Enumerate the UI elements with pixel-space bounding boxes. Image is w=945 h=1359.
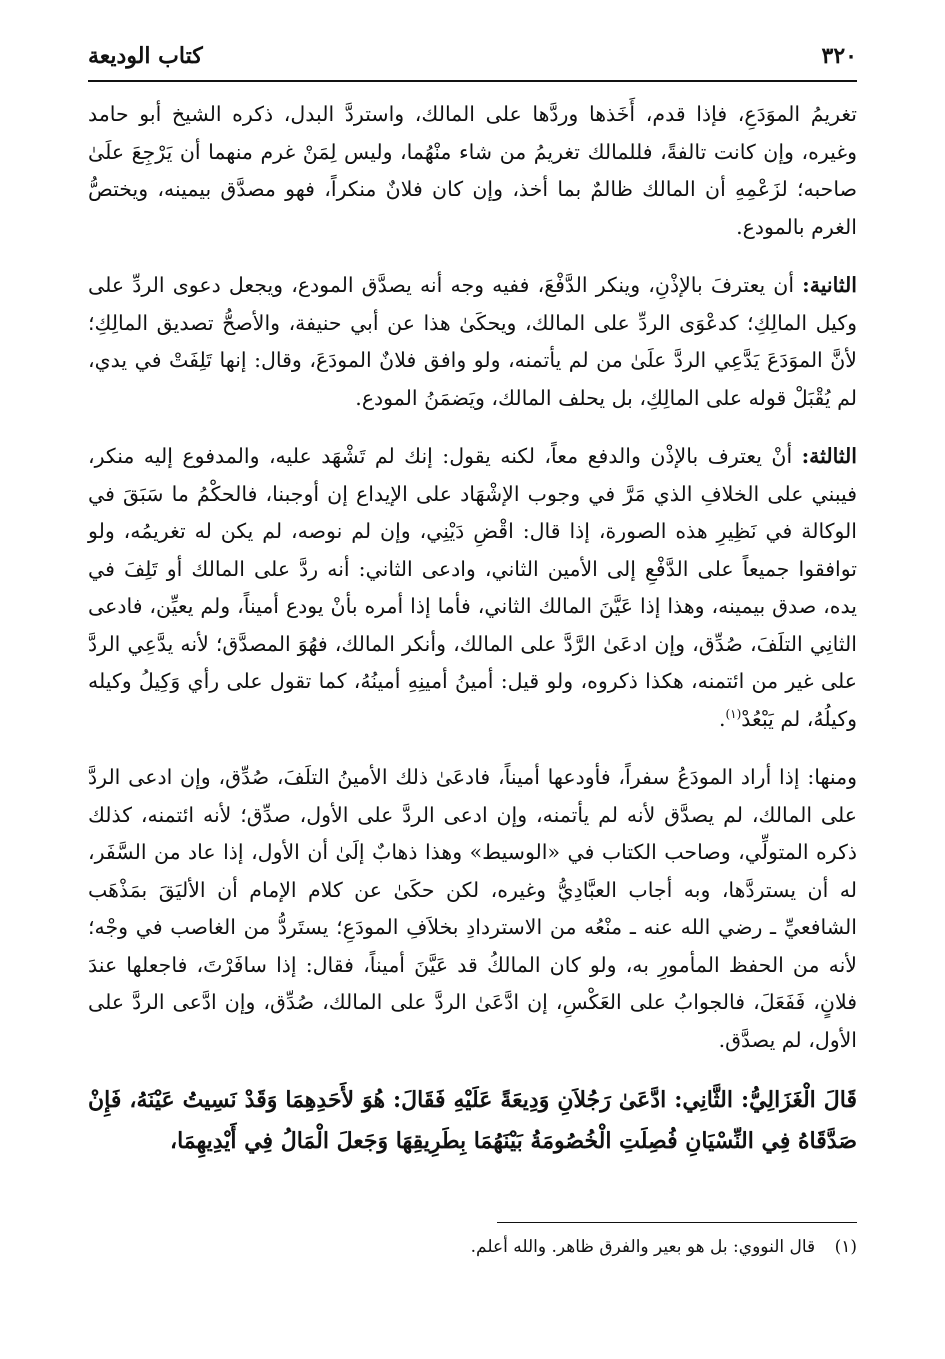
header-rule xyxy=(88,80,857,82)
quote-text: قَالَ الْغَزَالِيُّ: الثَّانِي: ادَّعَىٰ رَجُلاَنِ وَدِيعَةً عَلَيْهِ فَقَالَ: هُوَ لأَحَدِهِمَا وَقَدْ نَسِيتُ عَيْنَهُ، فَإِنْ صَدَّقَاهُ فِي النِّسْيَانِ فُصِلَتِ الْخُصُومَةُ بَيْنَهُمَا بِطَرِيقِهَا وَجَعلَ الْمَالُ فِي أَيْدِيهِمَا، xyxy=(88,1087,857,1154)
paragraph-4 xyxy=(88,759,857,1059)
footnote xyxy=(88,1232,857,1262)
footnote-text: قال النووي: بل هو بعير والفرق ظاهر. والله أعلم. xyxy=(470,1237,816,1257)
footnote-rule xyxy=(497,1222,857,1223)
quote-paragraph xyxy=(88,1080,857,1162)
paragraph-3: الثالثة: أنْ يعترف بالإذْن والدفع معاً، لكنه يقول: إنك لم تَشْهَد عليه، والمدفوع إليه منكر، فيبني على الخلافِ الذي مَرَّ في وجوب الإشْهَاد على الإيداع إن أوجبنا، فالحكْمُ ما سَبَقَ في الوكالة في نَظِيرِ هذه الصورة، إذا قال: اقْضِ دَيْنِي، وإن لم نوصه، لم يكن له تغريمُه، ولو توافقوا جميعاً على الدَّفْعِ إلى الأمين الثاني، وادعى الثاني: أنه ردَّ على المالك أو تَلِفَ في يده، صدق بيمينه، وهذا إذا عَيَّنَ المالك الثاني، فأما إذا أمره بأنْ يودع أميناً، ولم يعيِّن، فادعى الثانِي التلَفَ، صُدِّق، وإن ادعَىٰ الرَّدَّ على المالك، وأنكر المالك، فهُوَ المصدَّق؛ لأنه يدَّعِي الردَّ على غير من ائتمنه، هكذا ذكروه، ولو قيل: أمينُ أمينِهِ أمينُهُ، كما تقول على رأي وَكِيلُ وكيله وكيلُهُ، لم يَبْعُدْ$^{(١)}$. xyxy=(88,444,857,731)
paragraph-2-lead: الثانية: xyxy=(802,273,857,297)
paragraph-1-text: تغريمُ الموَدَعِ، فإذا قدم، أَخَذها وردَّها على المالك، واستردَّ البدل، ذكره الشيخ أبو حامد وغيره، وإن كانت تالفةً، فللمالك تغريمُ من شاء منْهُما، وليس لِمَنْ غرم منهما أن يَرْجِعَ علَىٰ صاحبه؛ لزَعْمِهِ أن المالك ظالمٌ بما أخذ، وإن كان فلانٌ منكراً، فهو مصدَّق بيمينه، ويختصُّ الغرم بالمودع. xyxy=(88,102,857,239)
paragraph-4-text: ومنها: إذا أراد المودَعُ سفراً، فأودعها أميناً، فادعَىٰ ذلك الأمينُ التلَفَ، صُدِّق، وإن ادعى الردَّ على المالك، لم يصدَّق لأنه لم يأتمنه، وإن ادعى الردَّ على الأول، صدِّق؛ لأنه ائتمنه، كذلك ذكره المتولِّي، وصاحب الكتاب في «الوسيط» وهذا ذهابٌ إلَىٰ أن الأول، إذا عاد من السَّفَر، له أن يستردَّها، وبه أجاب العبَّادِيُّ وغيره، لكن حكَىٰ عن كلام الإمام أن الأليَقَ بمَذْهَب الشافعيِّ ـ رضي الله عنه ـ منْعُه من الاستردادِ بخلاَفِ المودَعِ؛ يستَردُّ من الغاصب في وجْه؛ لأنه من الحفظ المأمورِ به، ولو كان المالكُ قد عَيَّنَ أميناً، فقال: إذا سافَرْتَ، فاجعلها عندَ فلانٍ، فَفَعَلَ، فالجوابُ على العَكْسِ، إن ادَّعَىٰ الردَّ على المالك، صُدِّق، وإن ادَّعى الردَّ على الأول، لم يصدَّق. xyxy=(88,765,857,1052)
paragraph-2 xyxy=(88,267,857,417)
page-header xyxy=(88,36,857,76)
footnote-reference[interactable]: (١) xyxy=(725,706,742,721)
paragraph-1 xyxy=(88,96,857,246)
paragraph-3-lead: الثالثة: xyxy=(801,444,857,468)
page-number: ٣٢٠ xyxy=(821,43,857,69)
book-title: كتاب الوديعة xyxy=(88,43,203,69)
paragraph-2-text: أن يعترفَ بالإذْنِ، وينكر الدَّفْعَ، ففيه وجه أنه يصدَّق المودع، ويجعل دعوى الردِّ على وكيل المالِكِ؛ كدعْوَى الردِّ على المالك، ويحكَىٰ هذا عن أبي حنيفة، والأصحُّ تصديق المالِكِ؛ لأنَّ الموَدَعَ يَدَّعِي الردَّ علَىٰ من لم يأتمنه، ولو وافق فلانٌ المودَعَ، وقال: إنها تَلِفَتْ في يدي، لم يُقْبَلْ قوله على المالِكِ، بل يحلف المالك، ويَضمَنُ المودع. xyxy=(88,273,857,410)
footnote-number: (١) xyxy=(834,1237,857,1257)
paragraph-3-text: أنْ يعترف بالإذْن والدفع معاً، لكنه يقول: إنك لم تَشْهَد عليه، والمدفوع إليه منكر، فيبني على الخلافِ الذي مَرَّ في وجوب الإشْهَاد على الإيداع إن أوجبنا، فالحكْمُ ما سَبَقَ في الوكالة في نَظِيرِ هذه الصورة، إذا قال: اقْضِ دَيْنِي، وإن لم نوصه، لم يكن له تغريمُه، ولو توافقوا جميعاً على الدَّفْعِ إلى الأمين الثاني، وادعى الثاني: أنه ردَّ على المالك أو تَلِفَ في يده، صدق بيمينه، وهذا إذا عَيَّنَ المالك الثاني، فأما إذا أمره بأنْ يودع أميناً، ولم يعيِّن، فادعى الثانِي التلَفَ، صُدِّق، وإن ادعَىٰ الرَّدَّ على المالك، وأنكر المالك، فهُوَ المصدَّق؛ لأنه يدَّعِي الردَّ على غير من ائتمنه، هكذا ذكروه، ولو قيل: أمينُ أمينِهِ أمينُهُ، كما تقول على رأي وَكِيلُ وكيله وكيلُهُ، لم يَبْعُدْ xyxy=(88,444,857,731)
main-text xyxy=(88,96,857,1183)
